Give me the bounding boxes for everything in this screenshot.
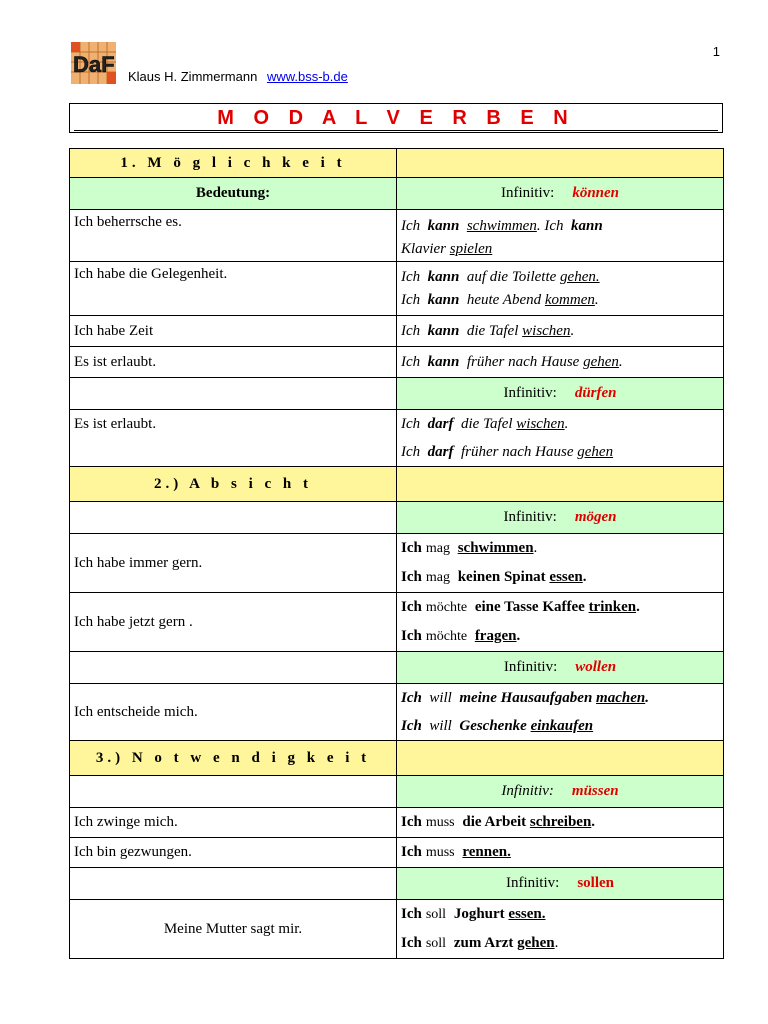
verb-moegen: mögen (574, 509, 617, 525)
section-empty-cell (397, 741, 724, 776)
infinitiv-label: Infinitiv: (500, 185, 555, 201)
example-cell: Ich mag schwimmen. Ich mag keinen Spinat essen. (397, 534, 724, 593)
section-heading-notwendigkeit: 3.) N o t w e n d i g k e i t (70, 741, 397, 776)
section-empty-cell (397, 467, 724, 502)
meaning-cell: Es ist erlaubt. (70, 347, 397, 378)
verb-wollen: wollen (575, 659, 617, 675)
example-cell: Ich kann auf die Toilette gehen. Ich kann heute Abend kommen. (397, 262, 724, 316)
website-link[interactable]: www.bss-b.de (266, 69, 348, 84)
section-heading-absicht: 2.) A b s i c h t (70, 467, 397, 502)
example-cell: Ich kann schwimmen. Ich kann Klavier spielen (397, 210, 724, 262)
infinitiv-duerfen: Infinitiv: dürfen (397, 378, 724, 410)
empty-cell (70, 868, 397, 900)
meaning-cell: Es ist erlaubt. (70, 410, 397, 467)
infinitiv-sollen: Infinitiv: sollen (397, 868, 724, 900)
verb-muessen: müssen (571, 783, 619, 799)
meaning-cell: Ich habe jetzt gern . (70, 593, 397, 652)
logo-text: DaF (73, 52, 115, 77)
infinitiv-moegen: Infinitiv: mögen (397, 502, 724, 534)
verb-sollen: sollen (577, 875, 614, 891)
example-cell: Ich kann die Tafel wischen. (397, 316, 724, 347)
daf-logo (71, 42, 116, 84)
verb-duerfen: dürfen (574, 385, 617, 401)
infinitiv-muessen: Infinitiv: müssen (397, 776, 724, 808)
empty-cell (70, 502, 397, 534)
title-box (69, 103, 723, 133)
empty-cell (70, 652, 397, 684)
example-cell: Ich darf die Tafel wischen. Ich darf früher nach Hause gehen (397, 410, 724, 467)
infinitiv-wollen: Infinitiv: wollen (397, 652, 724, 684)
example-cell: Ich muss die Arbeit schreiben. (397, 808, 724, 838)
author-name: Klaus H. Zimmermann (128, 69, 258, 84)
page-title: M O D A L V E R B E N (217, 107, 575, 129)
meaning-cell: Ich bin gezwungen. (70, 838, 397, 868)
title-rule (74, 130, 718, 131)
example-cell: Ich möchte eine Tasse Kaffee trinken. Ich möchte fragen. (397, 593, 724, 652)
modal-verbs-table (69, 148, 724, 959)
bedeutung-heading: Bedeutung: (70, 178, 397, 210)
verb-koennen: können (572, 185, 619, 201)
empty-cell (70, 378, 397, 410)
section-heading-moeglichkeit: 1. M ö g l i c h k e i t (70, 149, 397, 178)
empty-cell (70, 776, 397, 808)
section-empty-cell (397, 149, 724, 178)
meaning-cell: Meine Mutter sagt mir. (70, 900, 397, 959)
meaning-cell: Ich beherrsche es. (70, 210, 397, 262)
meaning-cell: Ich habe die Gelegenheit. (70, 262, 397, 316)
example-cell: Ich muss rennen. (397, 838, 724, 868)
example-cell: Ich will meine Hausaufgaben machen. Ich will Geschenke einkaufen (397, 684, 724, 741)
meaning-cell: Ich habe immer gern. (70, 534, 397, 593)
page-header (71, 42, 348, 84)
example-cell: Ich kann früher nach Hause gehen. (397, 347, 724, 378)
infinitiv-koennen (397, 178, 724, 210)
page-number: 1 (712, 44, 720, 59)
meaning-cell: Ich entscheide mich. (70, 684, 397, 741)
meaning-cell: Ich zwinge mich. (70, 808, 397, 838)
example-cell: Ich soll Joghurt essen. Ich soll zum Arzt gehen. (397, 900, 724, 959)
meaning-cell: Ich habe Zeit (70, 316, 397, 347)
